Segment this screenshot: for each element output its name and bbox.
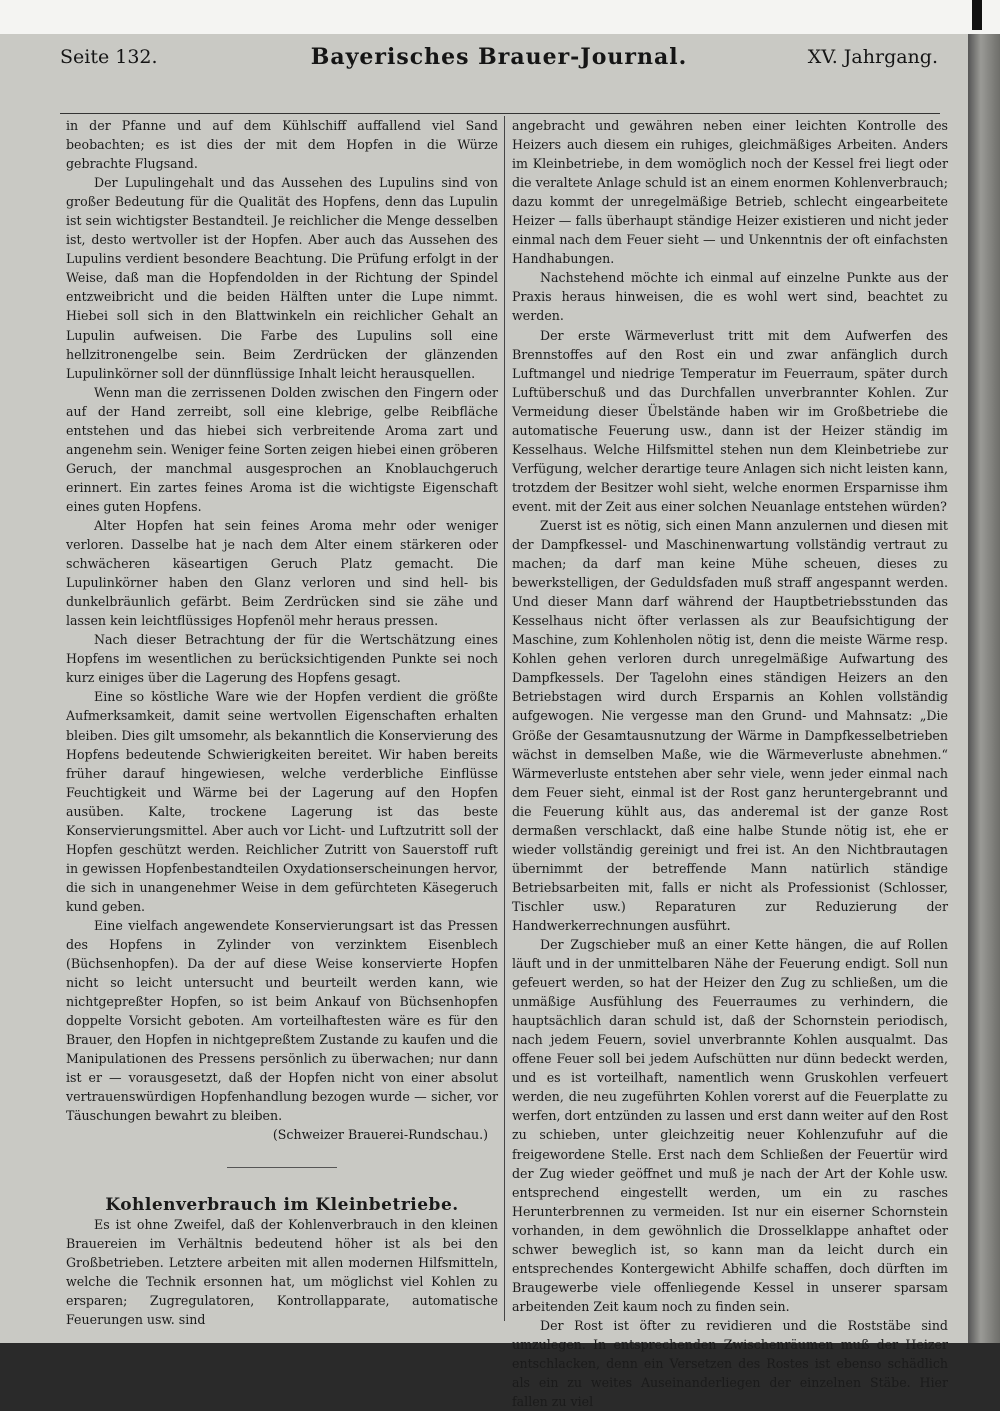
source-citation: (Schweizer Brauerei-Rundschau.)	[272, 1127, 488, 1143]
section-title: Kohlenverbrauch im Kleinbetriebe.	[105, 1194, 459, 1215]
page-header	[60, 46, 938, 82]
page-edge	[968, 34, 1000, 1343]
paragraph: Der erste Wärmeverlust tritt mit dem Aufwerfen des Brennstoffes auf den Rost ein und zwar anfänglich durch Luftmangel und niedrige Temperatur im Feuerraum, später durch Luftüberschuß und das Durchfallen unverbrannter Kohlen. Zur Vermeidung dieser Übelstände haben wir im Großbetriebe die automatische Feuerung usw., dann ist der Heizer ständig im Kesselhaus. Welche Hilfsmittel stehen nun dem Kleinbetriebe zur Verfügung, welcher derartige teure Anlagen sich nicht leisten kann, trotzdem der Besitzer wohl sieht, welche enormen Ersparnisse ihm event. mit der Zeit aus einer solchen Neuanlage entstehen würden?	[512, 327, 948, 514]
section-separator	[227, 1167, 337, 1168]
paragraph: in der Pfanne und auf dem Kühlschiff auffallend viel Sand beobachten; es ist dies der mit dem Hopfen in die Würze gebrachte Flugsand.	[66, 118, 498, 172]
left-column	[66, 116, 498, 1329]
paragraph: Der Zugschieber muß an einer Kette hängen, die auf Rollen läuft und in der unmittelbaren Nähe der Feuerung endigt. Soll nun gefeuert werden, so hat der Heizer den Zug zu schließen, um die unmäßige Ausfühlung des Feuerraumes zu verhindern, die hauptsächlich daran schuld ist, daß der Schornstein periodisch, nach jedem Feuern, soviel unverbrannte Kohlen ausqualmt. Das offene Feuer soll bei jedem Aufschütten nur dünn bedeckt werden, und es ist vorteilhaft, namentlich wenn Gruskohlen verfeuert werden, die neu zugeführten Kohlen vorerst auf die Feuerplatte zu werfen, dort entzünden zu lassen und erst dann weiter auf den Rost zu schieben, unter gleichzeitig neuer Kohlenzufuhr auf die freigewordene Stelle. Erst nach dem Schließen der Feuertür wird der Zug wieder geöffnet und muß je nach der Art der Kohle usw. entsprechend eingestellt werden, um ein zu rasches Herunterbrennen zu vermeiden. Ist nur ein eiserner Schornstein vorhanden, in dem gewöhnlich die Drosselklappe anhaftet oder schwer beweglich ist, so kann man da leicht durch ein entsprechendes Kontergewicht Abhilfe schaffen, doch dürften im Braugewerbe viele offenliegende Kessel in unserer sparsam arbeitenden Zeit kaum noch zu finden sein.	[512, 937, 948, 1314]
paragraph: Eine so köstliche Ware wie der Hopfen verdient die größte Aufmerksamkeit, damit seine wertvollen Eigenschaften erhalten bleiben. Dies gilt umsomehr, als bekanntlich die Konservierung des Hopfens bedeutende Schwierigkeiten bereitet. Wir haben bereits früher darauf hingewiesen, welche verderbliche Einflüsse Feuchtigkeit und Wärme bei der Lagerung auf den Hopfen ausüben. Kalte, trockene Lagerung ist das beste Konservierungsmittel. Aber auch vor Licht- und Luftzutritt soll der Hopfen geschützt werden. Reichlicher Zutritt von Sauerstoff ruft in gewissen Hopfenbestandteilen Oxydationserscheinungen hervor, die sich in unangenehmer Weise in dem gefürchteten Käsegeruch kund geben.	[66, 689, 498, 914]
paragraph: Der Rost ist öfter zu revidieren und die Roststäbe sind umzulegen. In entsprechenden Zwischenräumen muß der Heizer entschlacken, denn ein Versetzen des Rostes ist ebenso schädlich als ein zu weites Auseinanderliegen der einzelnen Stäbe. Hier fallen zu viel	[512, 1317, 948, 1410]
header-rule	[60, 113, 940, 114]
right-column	[512, 116, 948, 1411]
scan-marker	[972, 0, 982, 30]
paragraph: Alter Hopfen hat sein feines Aroma mehr oder weniger verloren. Dasselbe hat je nach dem Alter einem stärkeren oder schwächeren käseartigen Geruch Platz gemacht. Die Lupulinkörner haben den Glanz verloren und sind hell- bis dunkelbräunlich gefärbt. Beim Zerdrücken sind sie zähe und lassen kein leichtflüssiges Hopfenöl mehr heraus pressen.	[66, 517, 498, 629]
volume-label: XV. Jahrgang.	[807, 46, 938, 68]
journal-title: Bayerisches Brauer-Journal.	[310, 44, 688, 70]
paragraph: Nachstehend möchte ich einmal auf einzelne Punkte aus der Praxis heraus hinweisen, die es wohl wert sind, beachtet zu werden.	[512, 270, 948, 324]
paragraph: Der Lupulingehalt und das Aussehen des Lupulins sind von großer Bedeutung für die Qualität des Hopfens, denn das Lupulin ist sein wichtigster Bestandteil. Je reichlicher die Menge desselben ist, desto wertvoller ist der Hopfen. Aber auch das Aussehen des Lupulins verdient besondere Beachtung. Die Prüfung erfolgt in der Weise, daß man die Hopfendolden in der Richtung der Spindel entzweibricht und die beiden Hälften unter die Lupe nimmt. Hiebei soll sich in den Blattwinkeln ein reichlicher Gehalt an Lupulin aufweisen. Die Farbe des Lupulins soll eine hellzitronengelbe sein. Beim Zerdrücken der glänzenden Lupulinkörner soll der dünnflüssige Inhalt leicht herausquellen.	[66, 175, 498, 381]
paragraph: Eine vielfach angewendete Konservierungsart ist das Pressen des Hopfens in Zylinder von verzinktem Eisenblech (Büchsenhopfen). Da der auf diese Weise konservierte Hopfen nicht so leicht untersucht und beurteilt werden kann, wie nichtgepreßter Hopfen, so ist beim Ankauf von Büchsenhopfen doppelte Vorsicht geboten. Am vorteilhaftesten wäre es für den Brauer, den Hopfen in nichtgepreßtem Zustande zu kaufen und die Manipulationen des Pressens persönlich zu überwachen; nur dann ist er — vorausgesetzt, daß der Hopfen nicht von einer absolut vertrauenswürdigen Hopfenhandlung bezogen wurde — sicher, vor Täuschungen bewahrt zu bleiben.	[66, 917, 498, 1124]
paragraph: angebracht und gewähren neben einer leichten Kontrolle des Heizers auch diesem ein ruhiges, gleichmäßiges Arbeiten. Anders im Kleinbetriebe, in dem womöglich noch der Kessel frei liegt oder die veraltete Anlage schuld ist an einem enormen Kohlenverbrauch; dazu kommt der unregelmäßige Betrieb, schlecht eingearbeitete Heizer — falls überhaupt ständige Heizer existieren und nicht jeder einmal nach dem Feuer sieht — und Unkenntnis der oft einfachsten Handhabungen.	[512, 118, 948, 267]
paragraph: Zuerst ist es nötig, sich einen Mann anzulernen und diesen mit der Dampfkessel- und Maschinenwartung vollständig vertraut zu machen; da darf man keine Mühe scheuen, dieses zu bewerkstelligen, der Geduldsfaden muß straff angespannt werden. Und dieser Mann darf während der Hauptbetriebsstunden das Kesselhaus nicht öfter verlassen als zur Beaufsichtigung der Maschine, zum Kohlenholen nötig ist, denn die meiste Wärme resp. Kohlen gehen verloren durch unregelmäßige Aufwartung des Dampfkessels. Der Tagelohn eines ständigen Heizers an den Betriebstagen wird durch Ersparnis an Kohlen vollständig aufgewogen. Nie vergesse man den Grund- und Mahnsatz: „Die Größe der Gesamtausnutzung der Wärme in Dampfkesselbetrieben wächst in demselben Maße, wie die Wärmeverluste abnehmen.“ Wärmeverluste entstehen aber sehr viele, wenn jeder einmal nach dem Feuer sieht, einmal ist der Rost ganz heruntergebrannt und die Feuerung kühlt aus, das anderemal ist der ganze Rost dermaßen verschlackt, daß eine halbe Stunde nötig ist, ehe er wieder vollständig gereinigt und frei ist. An den Nichtbrautagen übernimmt der betreffende Mann natürlich ständige Betriebsarbeiten mit, falls er nicht als Professionist (Schlosser, Tischler usw.) Reparaturen zur Reduzierung der Handwerkerrechnungen ausführt.	[512, 517, 948, 933]
paragraph: Nach dieser Betrachtung der für die Wertschätzung eines Hopfens im wesentlichen zu berücksichtigenden Punkte sei noch kurz einiges über die Lagerung des Hopfens gesagt.	[66, 632, 498, 686]
page-number: Seite 132.	[60, 46, 158, 68]
column-divider	[504, 116, 505, 1321]
paragraph: Wenn man die zerrissenen Dolden zwischen den Fingern oder auf der Hand zerreibt, soll eine klebrige, gelbe Reibfläche entstehen und das hiebei sich verbreitende Aroma zart und angenehm sein. Weniger feine Sorten zeigen hiebei einen gröberen Geruch, der manchmal ausgesprochen an Knoblauchgeruch erinnert. Ein zartes feines Aroma ist die wichtigste Eigenschaft eines guten Hopfens.	[66, 384, 498, 514]
scan-margin	[0, 0, 1000, 34]
paragraph: Es ist ohne Zweifel, daß der Kohlenverbrauch in den kleinen Brauereien im Verhältnis bedeutend höher ist als bei den Großbetrieben. Letztere arbeiten mit allen modernen Hilfsmitteln, welche die Technik ersonnen hat, um möglichst viel Kohlen zu ersparen; Zugregulatoren, Kontrollapparate, automatische Feuerungen usw. sind	[66, 1216, 498, 1327]
